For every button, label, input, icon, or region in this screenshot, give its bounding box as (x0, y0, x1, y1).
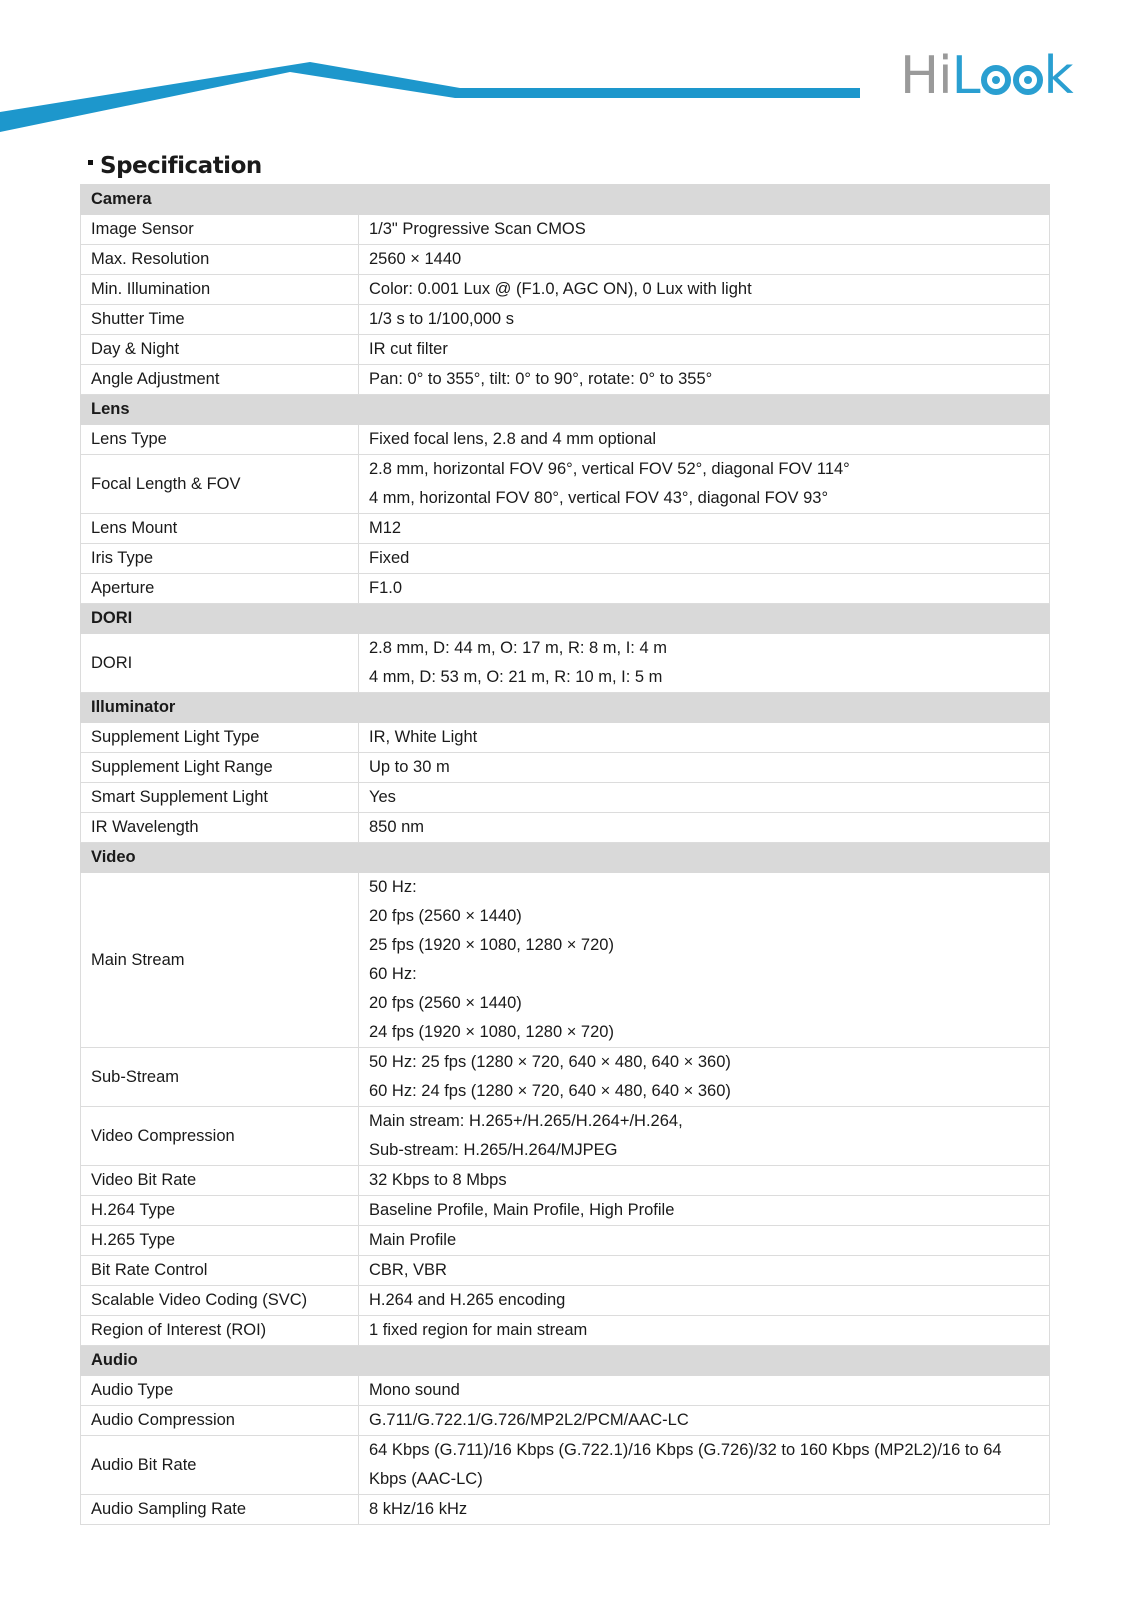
spec-label: Angle Adjustment (81, 365, 359, 395)
spec-value (359, 215, 1050, 245)
spec-value (359, 335, 1050, 365)
spec-value (359, 245, 1050, 275)
spec-label: Day & Night (81, 335, 359, 365)
spec-value-line: M12 (369, 519, 402, 537)
table-row (81, 1406, 1050, 1436)
spec-value-line: 1/3 s to 1/100,000 s (369, 310, 514, 328)
spec-value-line: 60 Hz: 24 fps (1280 × 720, 640 × 480, 640 × 360) (369, 1082, 731, 1100)
spec-value-line: Main stream: H.265+/H.265/H.264+/H.264, (369, 1112, 683, 1130)
table-row (81, 335, 1050, 365)
table-row (81, 1316, 1050, 1346)
table-row (81, 723, 1050, 753)
spec-label: Shutter Time (81, 305, 359, 335)
group-title: Camera (81, 185, 1050, 215)
group-header-row (81, 843, 1050, 873)
spec-value-line: Pan: 0° to 355°, tilt: 0° to 90°, rotate: 0° to 355° (369, 370, 713, 388)
spec-value-line: 20 fps (2560 × 1440) (369, 907, 522, 925)
table-row (81, 574, 1050, 604)
spec-label: H.264 Type (81, 1196, 359, 1226)
spec-value-line: Fixed focal lens, 2.8 and 4 mm optional (369, 430, 657, 448)
spec-value-line: 4 mm, horizontal FOV 80°, vertical FOV 43°, diagonal FOV 93° (369, 489, 829, 507)
spec-value-line: 2560 × 1440 (369, 250, 462, 268)
spec-value-line: Kbps (AAC-LC) (369, 1470, 483, 1488)
spec-value-line: 32 Kbps to 8 Mbps (369, 1171, 507, 1189)
group-header-row (81, 185, 1050, 215)
table-row (81, 215, 1050, 245)
group-header-row (81, 1346, 1050, 1376)
spec-label: Lens Mount (81, 514, 359, 544)
table-row (81, 1048, 1050, 1107)
spec-label: DORI (81, 634, 359, 693)
spec-value (359, 1226, 1050, 1256)
table-row (81, 245, 1050, 275)
hilook-logo (900, 46, 1073, 106)
spec-value-line: 20 fps (2560 × 1440) (369, 994, 522, 1012)
spec-value-line: 50 Hz: 25 fps (1280 × 720, 640 × 480, 640 × 360) (369, 1053, 731, 1071)
spec-value-line: CBR, VBR (369, 1261, 447, 1279)
spec-value (359, 544, 1050, 574)
spec-label: Audio Sampling Rate (81, 1495, 359, 1525)
spec-value-line: 8 kHz/16 kHz (369, 1500, 468, 1518)
table-row (81, 1376, 1050, 1406)
table-row (81, 873, 1050, 1048)
table-row (81, 305, 1050, 335)
logo-l-letter: L (951, 46, 980, 106)
spec-value (359, 1107, 1050, 1166)
spec-value-line: Main Profile (369, 1231, 457, 1249)
specification-table (80, 184, 1050, 1525)
spec-value (359, 1196, 1050, 1226)
spec-value-line: Color: 0.001 Lux @ (F1.0, AGC ON), 0 Lux with light (369, 280, 752, 298)
spec-label: Supplement Light Type (81, 723, 359, 753)
logo-look-text (952, 46, 1073, 106)
spec-label: Audio Bit Rate (81, 1436, 359, 1495)
spec-value (359, 723, 1050, 753)
spec-value (359, 574, 1050, 604)
group-title: Video (81, 843, 1050, 873)
spec-value-line: 25 fps (1920 × 1080, 1280 × 720) (369, 936, 614, 954)
table-row (81, 275, 1050, 305)
spec-value-line: F1.0 (369, 579, 403, 597)
table-row (81, 1286, 1050, 1316)
spec-value (359, 365, 1050, 395)
spec-value-line: 64 Kbps (G.711)/16 Kbps (G.722.1)/16 Kbps (G.726)/32 to 160 Kbps (MP2L2)/16 to 64 (369, 1441, 1002, 1459)
spec-value-line: Up to 30 m (369, 758, 450, 776)
spec-value-line: G.711/G.722.1/G.726/MP2L2/PCM/AAC-LC (369, 1411, 689, 1429)
spec-value-line: Fixed (369, 549, 410, 567)
group-header-row (81, 604, 1050, 634)
spec-value (359, 305, 1050, 335)
spec-value (359, 1048, 1050, 1107)
table-row (81, 1166, 1050, 1196)
spec-value (359, 873, 1050, 1048)
spec-value-line: 24 fps (1920 × 1080, 1280 × 720) (369, 1023, 614, 1041)
spec-value-line: 850 nm (369, 818, 425, 836)
group-header-row (81, 395, 1050, 425)
spec-label: Bit Rate Control (81, 1256, 359, 1286)
spec-value (359, 425, 1050, 455)
group-title: DORI (81, 604, 1050, 634)
logo-eye-icon (1013, 65, 1043, 95)
spec-label: Audio Compression (81, 1406, 359, 1436)
spec-value-line: H.264 and H.265 encoding (369, 1291, 566, 1309)
spec-value-line: Yes (369, 788, 396, 806)
spec-label: Iris Type (81, 544, 359, 574)
spec-value-line: Mono sound (369, 1381, 460, 1399)
spec-value (359, 1316, 1050, 1346)
spec-label: Image Sensor (81, 215, 359, 245)
spec-value (359, 1436, 1050, 1495)
spec-value (359, 1376, 1050, 1406)
spec-label: Lens Type (81, 425, 359, 455)
table-row (81, 783, 1050, 813)
spec-value (359, 634, 1050, 693)
spec-value-line: 50 Hz: (369, 878, 417, 896)
spec-value (359, 455, 1050, 514)
spec-value-line: 2.8 mm, horizontal FOV 96°, vertical FOV 52°, diagonal FOV 114° (369, 460, 850, 478)
group-title: Lens (81, 395, 1050, 425)
spec-value (359, 1406, 1050, 1436)
spec-label: Video Compression (81, 1107, 359, 1166)
group-header-row (81, 693, 1050, 723)
spec-value-line: IR, White Light (369, 728, 478, 746)
spec-label: Audio Type (81, 1376, 359, 1406)
spec-label: Main Stream (81, 873, 359, 1048)
table-row (81, 1107, 1050, 1166)
table-row (81, 365, 1050, 395)
spec-label: Sub-Stream (81, 1048, 359, 1107)
spec-label: IR Wavelength (81, 813, 359, 843)
spec-label: Scalable Video Coding (SVC) (81, 1286, 359, 1316)
table-row (81, 813, 1050, 843)
spec-label: Supplement Light Range (81, 753, 359, 783)
spec-label: H.265 Type (81, 1226, 359, 1256)
table-row (81, 1226, 1050, 1256)
table-row (81, 425, 1050, 455)
spec-value-line: 2.8 mm, D: 44 m, O: 17 m, R: 8 m, I: 4 m (369, 639, 667, 657)
table-row (81, 544, 1050, 574)
spec-label: Smart Supplement Light (81, 783, 359, 813)
spec-value-line: 1/3" Progressive Scan CMOS (369, 220, 586, 238)
group-title: Illuminator (81, 693, 1050, 723)
spec-label: Region of Interest (ROI) (81, 1316, 359, 1346)
table-row (81, 1256, 1050, 1286)
spec-value (359, 514, 1050, 544)
spec-label: Min. Illumination (81, 275, 359, 305)
spec-value (359, 275, 1050, 305)
table-row (81, 753, 1050, 783)
page-title-text: Specification (100, 153, 262, 179)
spec-value (359, 1495, 1050, 1525)
spec-value (359, 753, 1050, 783)
table-row (81, 1196, 1050, 1226)
spec-value (359, 1166, 1050, 1196)
spec-label: Aperture (81, 574, 359, 604)
spec-label: Focal Length & FOV (81, 455, 359, 514)
spec-value-line: Sub-stream: H.265/H.264/MJPEG (369, 1141, 618, 1159)
spec-value (359, 783, 1050, 813)
spec-value-line: 4 mm, D: 53 m, O: 21 m, R: 10 m, I: 5 m (369, 668, 663, 686)
table-row (81, 455, 1050, 514)
table-row (81, 1495, 1050, 1525)
spec-value (359, 1286, 1050, 1316)
spec-value (359, 813, 1050, 843)
logo-k-letter: k (1043, 46, 1073, 106)
table-row (81, 1436, 1050, 1495)
spec-value-line: IR cut filter (369, 340, 448, 358)
spec-value-line: Baseline Profile, Main Profile, High Profile (369, 1201, 675, 1219)
table-row (81, 514, 1050, 544)
spec-value-line: 1 fixed region for main stream (369, 1321, 588, 1339)
square-bullet-icon (88, 160, 93, 165)
spec-label: Video Bit Rate (81, 1166, 359, 1196)
group-title: Audio (81, 1346, 1050, 1376)
spec-value-line: 60 Hz: (369, 965, 417, 983)
spec-value (359, 1256, 1050, 1286)
page-title (88, 153, 262, 179)
logo-eye-icon (981, 65, 1011, 95)
logo-hi-text: Hi (900, 46, 952, 106)
spec-label: Max. Resolution (81, 245, 359, 275)
table-row (81, 634, 1050, 693)
